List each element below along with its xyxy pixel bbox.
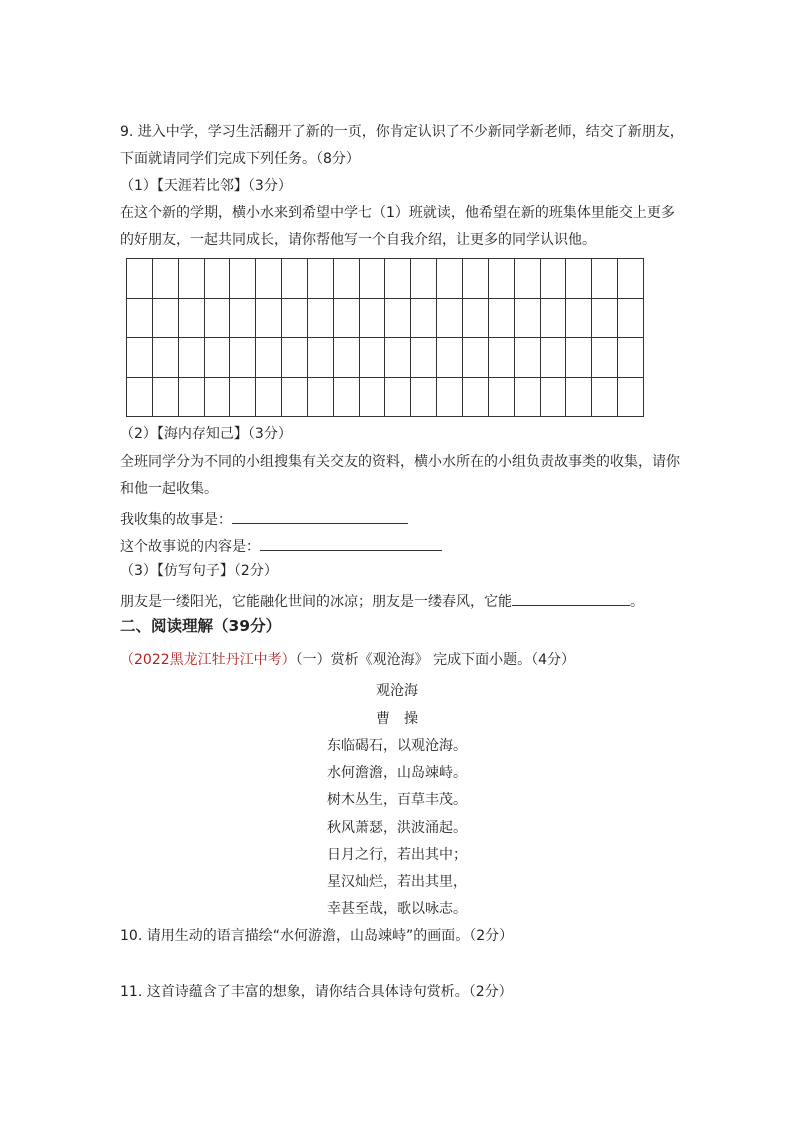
grid-cell[interactable] — [437, 338, 463, 378]
question-11: 11. 这首诗蕴含了丰富的想象，请你结合具体诗句赏析。（2分） — [120, 984, 513, 1000]
grid-cell[interactable] — [127, 298, 153, 338]
grid-cell[interactable] — [282, 259, 308, 299]
grid-cell[interactable] — [437, 298, 463, 338]
grid-cell[interactable] — [385, 298, 411, 338]
grid-cell[interactable] — [514, 298, 540, 338]
grid-cell[interactable] — [282, 338, 308, 378]
grid-cell[interactable] — [462, 298, 488, 338]
poem-line: 星汉灿烂，若出其里， — [327, 874, 467, 890]
grid-cell[interactable] — [127, 338, 153, 378]
grid-cell[interactable] — [282, 298, 308, 338]
grid-cell[interactable] — [256, 377, 282, 417]
poem-title: 观沧海 — [376, 683, 418, 699]
grid-cell[interactable] — [514, 377, 540, 417]
grid-cell[interactable] — [152, 259, 178, 299]
grid-cell[interactable] — [204, 377, 230, 417]
q9-sub1-line-2: 的好朋友，一起共同成长，请你帮他写一个自我介绍，让更多的同学认识他。 — [120, 232, 596, 248]
grid-cell[interactable] — [437, 259, 463, 299]
grid-cell[interactable] — [256, 259, 282, 299]
grid-cell[interactable] — [178, 259, 204, 299]
exam-source: （2022黑龙江牡丹江中考） — [120, 652, 296, 668]
grid-cell[interactable] — [282, 377, 308, 417]
grid-cell[interactable] — [462, 259, 488, 299]
grid-cell[interactable] — [333, 377, 359, 417]
grid-cell[interactable] — [230, 298, 256, 338]
grid-cell[interactable] — [178, 377, 204, 417]
grid-cell[interactable] — [618, 377, 644, 417]
q9-sub2-line-1: 全班同学分为不同的小组搜集有关交友的资料，横小水所在的小组负责故事类的收集，请你 — [120, 454, 680, 470]
story-answer-blank[interactable] — [232, 507, 408, 524]
section-2-title: 二、阅读理解（39分） — [120, 617, 282, 635]
grid-cell[interactable] — [462, 338, 488, 378]
content-answer-row — [120, 534, 442, 557]
grid-row — [127, 298, 644, 338]
grid-cell[interactable] — [307, 377, 333, 417]
grid-cell[interactable] — [566, 377, 592, 417]
q9-sub2-title: （2）【海内存知己】（3分） — [120, 426, 292, 442]
grid-cell[interactable] — [488, 338, 514, 378]
grid-cell[interactable] — [127, 377, 153, 417]
grid-cell[interactable] — [540, 298, 566, 338]
writing-grid[interactable] — [126, 258, 644, 417]
grid-cell[interactable] — [411, 259, 437, 299]
q9-sub1-line-1: 在这个新的学期，横小水来到希望中学七（1）班就读，他希望在新的班集体里能交上更多 — [120, 205, 675, 221]
grid-cell[interactable] — [514, 338, 540, 378]
grid-cell[interactable] — [256, 338, 282, 378]
grid-cell[interactable] — [256, 298, 282, 338]
grid-cell[interactable] — [359, 259, 385, 299]
grid-cell[interactable] — [592, 259, 618, 299]
grid-cell[interactable] — [178, 338, 204, 378]
grid-cell[interactable] — [540, 259, 566, 299]
grid-cell[interactable] — [204, 298, 230, 338]
grid-cell[interactable] — [411, 298, 437, 338]
grid-cell[interactable] — [411, 377, 437, 417]
section-2-intro: （一）赏析《观沧海》 完成下面小题。（4分） — [295, 652, 575, 668]
poem-line: 东临碣石，以观沧海。 — [327, 738, 467, 754]
grid-cell[interactable] — [178, 298, 204, 338]
q9-line-2: 下面就请同学们完成下列任务。（8分） — [120, 151, 360, 167]
grid-cell[interactable] — [566, 338, 592, 378]
grid-cell[interactable] — [488, 259, 514, 299]
grid-cell[interactable] — [307, 338, 333, 378]
poem-line: 水何澹澹，山岛竦峙。 — [327, 765, 467, 781]
grid-row — [127, 377, 644, 417]
grid-cell[interactable] — [618, 259, 644, 299]
grid-cell[interactable] — [618, 298, 644, 338]
story-label: 我收集的故事是： — [120, 512, 232, 528]
grid-cell[interactable] — [204, 259, 230, 299]
poem-author: 曹 操 — [376, 711, 418, 727]
grid-cell[interactable] — [411, 338, 437, 378]
grid-row — [127, 259, 644, 299]
grid-cell[interactable] — [540, 377, 566, 417]
poem-line: 日月之行，若出其中； — [327, 847, 467, 863]
imitation-sentence-text: 朋友是一缕阳光，它能融化世间的冰凉；朋友是一缕春风，它能 — [120, 594, 512, 610]
grid-cell[interactable] — [333, 259, 359, 299]
grid-cell[interactable] — [488, 298, 514, 338]
grid-cell[interactable] — [566, 259, 592, 299]
grid-cell[interactable] — [307, 259, 333, 299]
content-answer-blank[interactable] — [260, 534, 442, 551]
grid-cell[interactable] — [592, 338, 618, 378]
poem-line: 幸甚至哉，歌以咏志。 — [327, 901, 467, 917]
story-answer-row — [120, 507, 408, 530]
grid-cell[interactable] — [127, 259, 153, 299]
grid-cell[interactable] — [566, 298, 592, 338]
q9-line-1: 9. 进入中学，学习生活翻开了新的一页，你肯定认识了不少新同学新老师，结交了新朋友， — [120, 124, 684, 140]
grid-cell[interactable] — [204, 338, 230, 378]
grid-cell[interactable] — [152, 298, 178, 338]
grid-cell[interactable] — [359, 298, 385, 338]
section-2-intro-row — [120, 650, 575, 670]
q9-sub3-title: （3）【仿写句子】（2分） — [120, 563, 278, 579]
grid-cell[interactable] — [488, 377, 514, 417]
question-10: 10. 请用生动的语言描绘“水何游澹，山岛竦峙”的画面。（2分） — [120, 928, 514, 944]
grid-cell[interactable] — [152, 377, 178, 417]
q9-sub2-line-2: 和他一起收集。 — [120, 481, 218, 497]
poem-line: 树木丛生，百草丰茂。 — [327, 792, 467, 808]
grid-cell[interactable] — [385, 377, 411, 417]
grid-cell[interactable] — [307, 298, 333, 338]
imitation-sentence-row — [120, 589, 644, 612]
grid-cell[interactable] — [514, 259, 540, 299]
grid-cell[interactable] — [333, 298, 359, 338]
grid-cell[interactable] — [592, 377, 618, 417]
grid-cell[interactable] — [462, 377, 488, 417]
grid-cell[interactable] — [230, 338, 256, 378]
grid-cell[interactable] — [230, 259, 256, 299]
grid-cell[interactable] — [359, 377, 385, 417]
grid-cell[interactable] — [592, 298, 618, 338]
grid-cell[interactable] — [359, 338, 385, 378]
grid-cell[interactable] — [385, 259, 411, 299]
q9-sub1-title: （1）【天涯若比邻】（3分） — [120, 178, 292, 194]
poem-line: 秋风萧瑟，洪波涌起。 — [327, 820, 467, 836]
imitation-answer-blank[interactable] — [512, 589, 630, 606]
grid-cell[interactable] — [333, 338, 359, 378]
grid-cell[interactable] — [540, 338, 566, 378]
grid-cell[interactable] — [618, 338, 644, 378]
grid-cell[interactable] — [437, 377, 463, 417]
content-label: 这个故事说的内容是： — [120, 539, 260, 555]
grid-cell[interactable] — [152, 338, 178, 378]
grid-row — [127, 338, 644, 378]
grid-cell[interactable] — [230, 377, 256, 417]
imitation-sentence-end: 。 — [630, 594, 644, 610]
grid-cell[interactable] — [385, 338, 411, 378]
